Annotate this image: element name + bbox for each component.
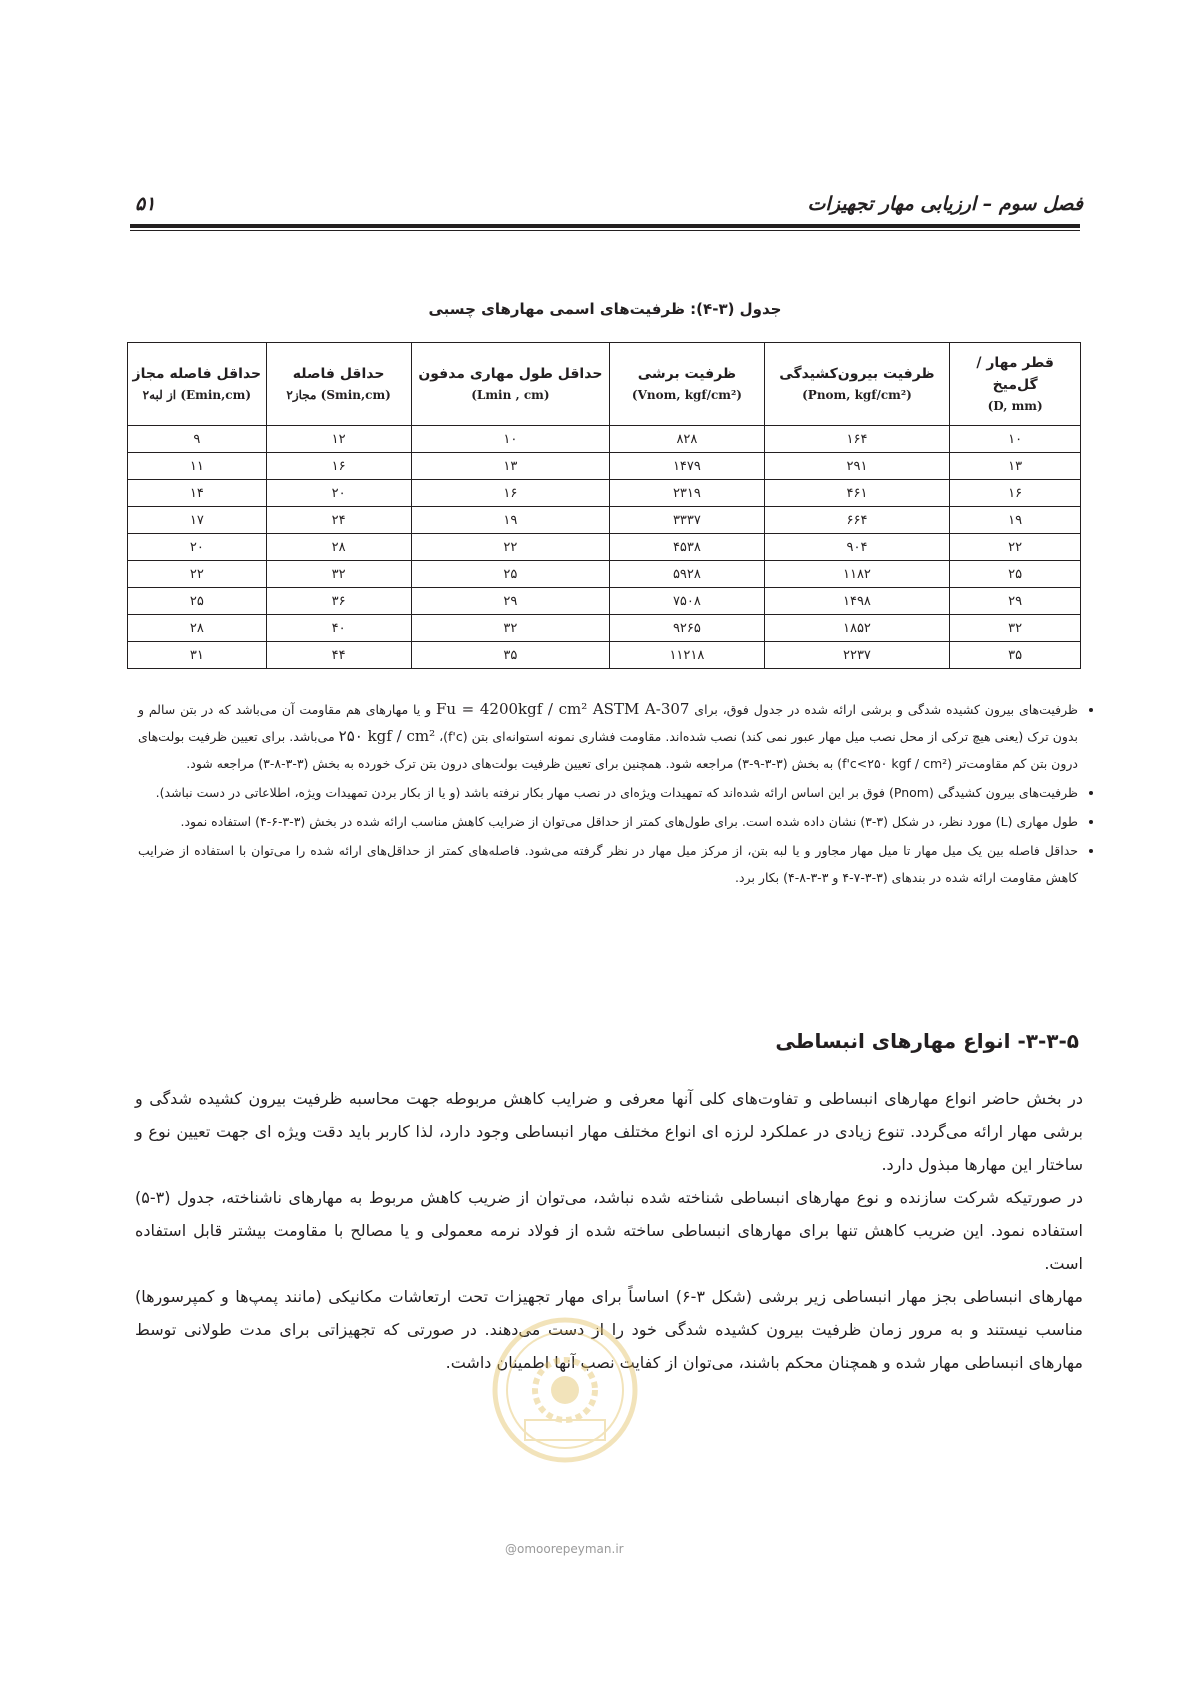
table-row <box>128 642 1081 669</box>
table-cell: ۳۶ <box>266 588 411 615</box>
header-unit: (D, mm) <box>987 398 1043 413</box>
table-cell: ۱۴۷۹ <box>610 453 764 480</box>
body-paragraph: مهارهای انبساطی بجز مهار انبساطی زیر برشی (شکل ۳-۶) اساساً برای مهار تجهیزات تحت ارتعاشات مکانیکی (مانند پمپ‌ها و کمپرسورها) مناسب نیستند و به مرور زمان ظرفیت بیرون کشیده شدگی خود را از دست می‌دهند. در صورتی که تجهیزاتی برای مدت طولانی توسط مهارهای انبساطی مهار شده و همچنان محکم باشند، می‌توان از کفایت نصب آنها اطمینان داشت. <box>135 1287 1084 1372</box>
table-cell: ۲۵ <box>128 588 267 615</box>
table-cell: ۱۹ <box>411 507 610 534</box>
table-cell: ۱۸۵۲ <box>764 615 950 642</box>
table-cell: ۱۶۴ <box>764 426 950 453</box>
table-row <box>128 453 1081 480</box>
header-rule-thin <box>130 230 1080 231</box>
col-header-spacing <box>266 343 411 426</box>
table-cell: ۲۰ <box>128 534 267 561</box>
header-line: ظرفیت بیرون‌کشیدگی <box>779 366 935 383</box>
table-cell: ۳۲ <box>266 561 411 588</box>
table-cell: ۸۲۸ <box>610 426 764 453</box>
header-line: ظرفیت برشی <box>637 366 737 383</box>
body-paragraph: در بخش حاضر انواع مهارهای انبساطی و تفاوت‌های کلی آنها معرفی و ضرایب کاهش مربوطه جهت محاسبه ظرفیت بیرون کشیده شدگی و برشی مهار ارائه می‌گردد. تنوع زیادی در عملکرد لرزه ای انواع مختلف مهار انبساطی وجود دارد، لذا کاربر باید دقت ویژه ای جهت تعیین نوع و ساختار این مهارها مبذول دارد. <box>135 1089 1083 1174</box>
col-header-embed-length <box>411 343 610 426</box>
note-text: حداقل فاصله بین یک میل مهار تا میل مهار مجاور و یا لبه بتن، از مرکز میل مهار در نظر گرفته می‌شود. فاصله‌های کمتر از حداقل‌های ارائه شده را می‌توان با استفاده از ضرایب کاهش مقاومت ارائه شده در بندهای (۳-۳-۷-۴ و ۳-۳-۸-۴) بکار برد. <box>138 843 1078 885</box>
anchor-capacity-table <box>127 342 1081 669</box>
running-header-title: فصل سوم – ارزیابی مهار تجهیزات <box>807 193 1083 215</box>
table-cell: ۲۳۱۹ <box>610 480 764 507</box>
table-cell: ۶۶۴ <box>764 507 950 534</box>
note-item <box>138 696 1078 777</box>
table-cell: ۴۶۱ <box>764 480 950 507</box>
header-unit: (Lmin , cm) <box>471 387 550 402</box>
watermark-url: @omoorepeyman.ir <box>505 1542 624 1556</box>
table-cell: ۱۷ <box>128 507 267 534</box>
table-cell: ۲۸ <box>266 534 411 561</box>
table-cell: ۲۹ <box>411 588 610 615</box>
table-cell: ۱۴۹۸ <box>764 588 950 615</box>
table-cell: ۵۹۲۸ <box>610 561 764 588</box>
table-cell: ۱۱۲۱۸ <box>610 642 764 669</box>
header-unit: (Pnom, kgf/cm²) <box>802 387 912 402</box>
col-header-pullout <box>764 343 950 426</box>
table-header-row <box>128 343 1081 426</box>
table-cell: ۲۲ <box>411 534 610 561</box>
note-text: ظرفیت‌های بیرون کشیدگی (Pnom) فوق بر این اساس ارائه شده‌اند که تمهیدات ویژه‌ای در نصب مهار بکار نرفته باشد (و یا از بکار بردن تمهیدات ویژه، اطلاعاتی در دست نباشد). <box>155 785 1078 800</box>
table-cell: ۲۵ <box>411 561 610 588</box>
table-cell: ۱۰ <box>950 426 1081 453</box>
table-cell: ۱۳ <box>411 453 610 480</box>
table-cell: ۱۹ <box>950 507 1081 534</box>
col-header-shear <box>610 343 764 426</box>
table-cell: ۴۴ <box>266 642 411 669</box>
table-cell: ۳۲ <box>950 615 1081 642</box>
table-cell: ۳۵ <box>950 642 1081 669</box>
table-row <box>128 480 1081 507</box>
table-cell: ۱۱ <box>128 453 267 480</box>
table-cell: ۲۲ <box>950 534 1081 561</box>
table-cell: ۱۲ <box>266 426 411 453</box>
note-formula: Fu = 4200kgf / cm² ASTM A-307 <box>436 700 690 718</box>
note-text: و یا مهارهای هم مقاومت آن می‌باشد که در بتن سالم و بدون ترک (یعنی هیچ ترکی از محل نصب میل مهار عبور نمی کند) نصب شده‌اند. مقاومت فشاری نمونه استوانه‌ای بتن (f'c)، <box>138 702 1078 744</box>
table-cell: ۳۱ <box>128 642 267 669</box>
header-rule-thick <box>130 224 1080 228</box>
table-cell: ۴۰ <box>266 615 411 642</box>
table-row <box>128 507 1081 534</box>
table-row <box>128 534 1081 561</box>
table-cell: ۱۶ <box>266 453 411 480</box>
table-cell: ۹۲۶۵ <box>610 615 764 642</box>
page-number: ۵۱ <box>135 193 156 215</box>
table-cell: ۹ <box>128 426 267 453</box>
table-cell: ۱۱۸۲ <box>764 561 950 588</box>
header-line: حداقل فاصله مجاز <box>132 366 262 383</box>
table-cell: ۲۴ <box>266 507 411 534</box>
table-cell: ۴۵۳۸ <box>610 534 764 561</box>
table-cell: ۱۳ <box>950 453 1081 480</box>
body-paragraph: در صورتیکه شرکت سازنده و نوع مهارهای انبساطی شناخته شده نباشد، می‌توان از ضریب کاهش مربوط به مهارهای ناشناخته، جدول (۳-۵) استفاده نمود. این ضریب کاهش تنها برای مهارهای انبساطی ساخته شده از فولاد نرمه معمولی و یا مصالح با مقاومت بیشتر قابل استفاده است. <box>135 1188 1083 1273</box>
note-text: ظرفیت‌های بیرون کشیده شدگی و برشی ارائه شده در جدول فوق، برای <box>694 702 1078 717</box>
table-cell: ۲۰ <box>266 480 411 507</box>
note-formula: ۲۵۰ kgf / cm² <box>338 727 436 745</box>
col-header-diameter <box>950 343 1081 426</box>
table-cell: ۲۹۱ <box>764 453 950 480</box>
table-cell: ۷۵۰۸ <box>610 588 764 615</box>
note-item <box>138 779 1078 806</box>
table-cell: ۲۹ <box>950 588 1081 615</box>
table-cell: ۳۲ <box>411 615 610 642</box>
col-header-edge-distance <box>128 343 267 426</box>
table-row <box>128 615 1081 642</box>
table-cell: ۲۸ <box>128 615 267 642</box>
header-line: حداقل فاصله <box>292 366 385 383</box>
table-cell: ۲۲ <box>128 561 267 588</box>
header-unit: (Emin,cm) از لبه۲ <box>142 387 251 402</box>
table-row <box>128 426 1081 453</box>
note-text: طول مهاری (L) مورد نظر، در شکل (۳-۳) نشان داده شده است. برای طول‌های کمتر از حداقل می‌توان از ضرایب کاهش مناسب ارائه شده در بخش (۳-۳-۶-۴) استفاده نمود. <box>180 814 1078 829</box>
header-unit: (Smin,cm) مجاز۲ <box>286 387 391 402</box>
table-cell: ۳۳۳۷ <box>610 507 764 534</box>
table-cell: ۲۵ <box>950 561 1081 588</box>
note-item <box>138 837 1078 891</box>
table-cell: ۱۶ <box>950 480 1081 507</box>
table-cell: ۱۴ <box>128 480 267 507</box>
table-cell: ۹۰۴ <box>764 534 950 561</box>
note-text: می‌باشد. برای تعیین ظرفیت بولت‌های درون بتن کم مقاومت‌تر (f'c<۲۵۰ kgf / cm²) به بخش (۳-۳-۹-۳) مراجعه شود. همچنین برای تعیین ظرفیت بولت‌های درون بتن ترک خورده به بخش (۳-۳-۸-۳) مراجعه شود. <box>138 729 1078 771</box>
header-line: قطر مهار /گل‌میخ <box>976 355 1054 394</box>
table-row <box>128 588 1081 615</box>
table-cell: ۱۰ <box>411 426 610 453</box>
table-cell: ۳۵ <box>411 642 610 669</box>
note-item <box>138 808 1078 835</box>
table-caption: جدول (۳-۴): ظرفیت‌های اسمی مهارهای چسبی <box>428 300 782 318</box>
table-row <box>128 561 1081 588</box>
section-heading: ۳-۳-۵- انواع مهارهای انبساطی <box>775 1029 1079 1053</box>
table-cell: ۱۶ <box>411 480 610 507</box>
watermark-seal-icon <box>490 1315 640 1465</box>
table-notes-list <box>138 696 1096 893</box>
table-cell: ۲۲۳۷ <box>764 642 950 669</box>
header-line: حداقل طول مهاری مدفون <box>418 366 603 383</box>
header-unit: (Vnom, kgf/cm²) <box>631 387 742 402</box>
